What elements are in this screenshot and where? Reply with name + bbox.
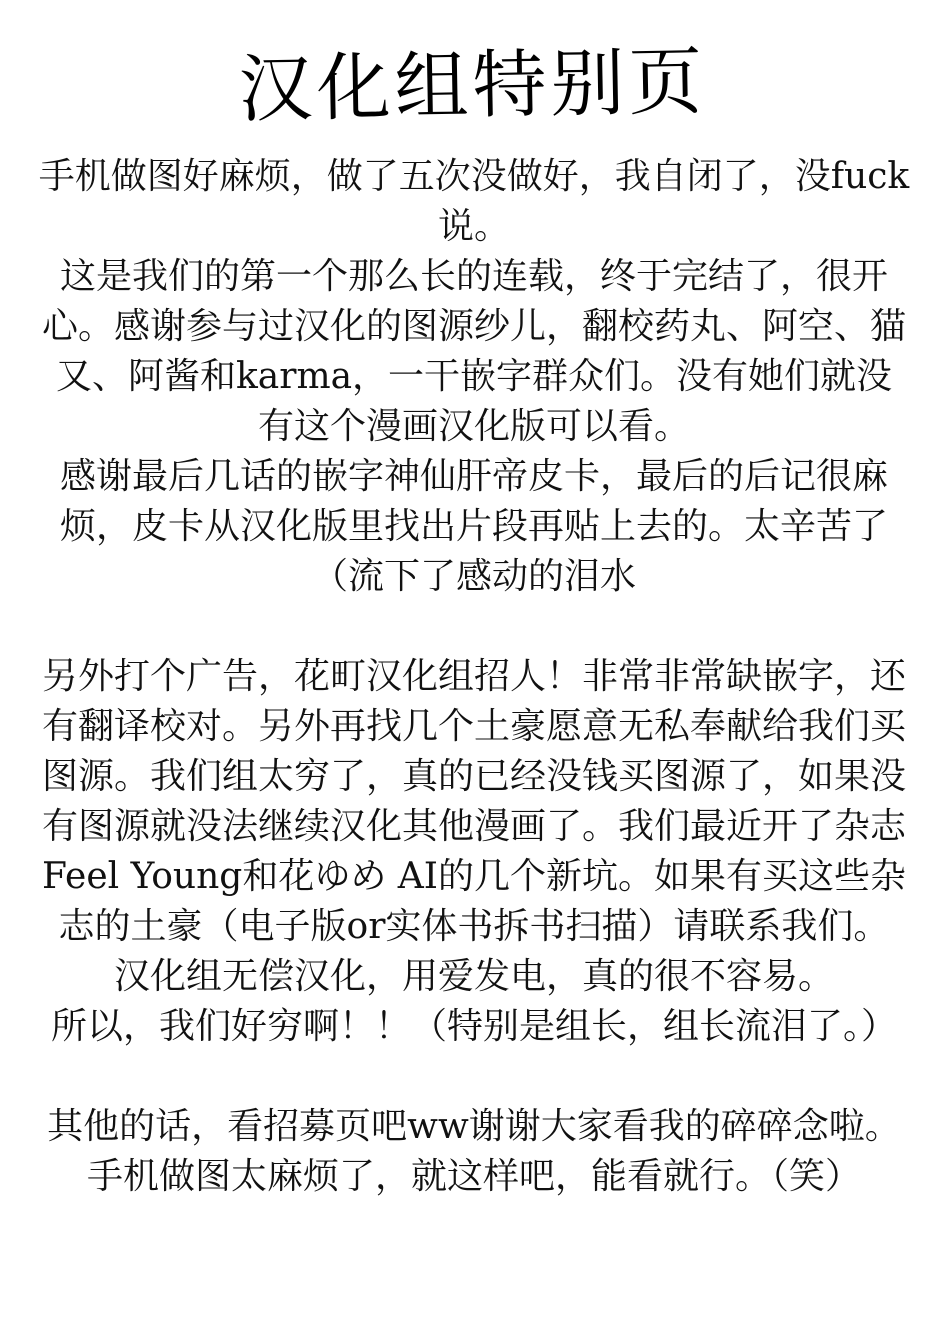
paragraph-intro: 手机做图好麻烦，做了五次没做好，我自闭了，没fuck说。 [38,156,910,247]
paragraph-closing: 其他的话，看招募页吧ww谢谢大家看我的碎碎念啦。 [47,1106,901,1147]
paragraph-spacer [38,1052,910,1102]
page-title: 汉化组特别页 [237,38,708,134]
paragraph-volunteer: 汉化组无偿汉化，用爱发电，真的很不容易。 [113,956,834,997]
paragraph-final: 手机做图太麻烦了，就这样吧，能看就行。（笑） [86,1156,861,1197]
paragraph-spacer [38,602,910,652]
paragraph-thanks-team: 这是我们的第一个那么长的连载，终于完结了，很开心。感谢参与过汉化的图源纱儿，翻校药丸、阿空、猫又、阿酱和karma，一干嵌字群众们。没有她们就没有这个漫画汉化版可以看。 [41,256,906,447]
paragraph-recruitment: 另外打个广告，花町汉化组招人！非常非常缺嵌字，还有翻译校对。另外再找几个土豪愿意无私奉献给我们买图源。我们组太穷了，真的已经没钱买图源了，如果没有图源就没法继续汉化其他漫画了。我们最近开了杂志Feel Young和花ゆめ AI的几个新坑。如果有买这些杂志的土豪（电子版or实体书拆书扫描）请联系我们。 [41,656,906,947]
paragraph-thanks-typesetter: 感谢最后几话的嵌字神仙肝帝皮卡，最后的后记很麻烦，皮卡从汉化版里找出片段再贴上去的。太辛苦了（流下了感动的泪水 [59,456,888,597]
paragraph-poor: 所以，我们好穷啊！！（特别是组长，组长流泪了。） [50,1006,897,1047]
afterword-body [38,152,910,1202]
